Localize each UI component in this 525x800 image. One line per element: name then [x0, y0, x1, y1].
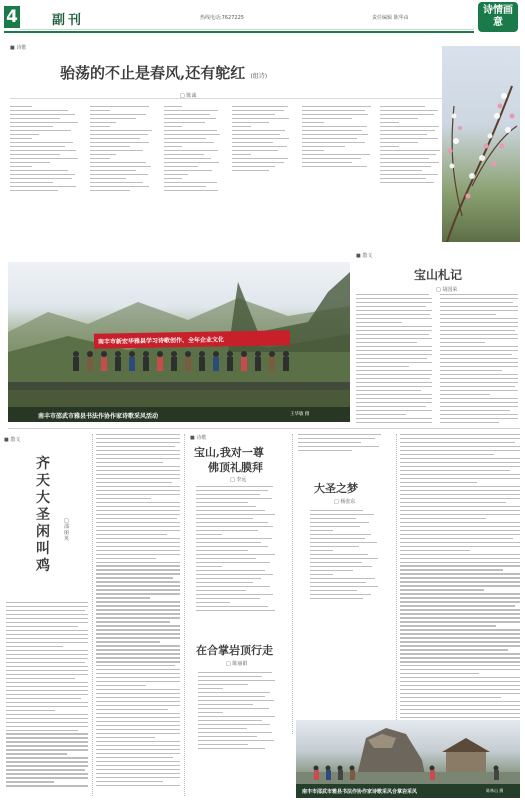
group-people [68, 348, 298, 378]
bottom-photo-caption: 南丰市邵武市雅县书法作协作家诗歌采风合掌岩采风 [302, 789, 418, 795]
header-hotline: 热线电话:7627225 [200, 15, 244, 21]
poem-lines [196, 486, 282, 614]
article-author: □ 陈诚 [180, 93, 197, 99]
poem-lines [198, 672, 282, 752]
right-prose-article [356, 246, 520, 431]
article-kicker: ■ 诗歌 [190, 435, 207, 441]
poem-column-3 [164, 106, 224, 194]
article-title-text: 骀荡的不止是春风,还有鸵红 [60, 64, 246, 82]
article-title-line1: 宝山,我对一尊 [194, 446, 264, 459]
plum-blossom-illustration [442, 46, 520, 242]
article-title: 在合掌岩顶行走 [196, 644, 273, 657]
article-title: 大圣之梦 [314, 482, 358, 495]
section-divider [8, 428, 520, 429]
article-author: □ 李远 [230, 477, 247, 483]
article-author: □ 陈丽娟 [226, 661, 248, 667]
header-rule [4, 31, 474, 33]
photo-credit: 王华敏 摄 [290, 412, 310, 417]
poem-column-5 [302, 106, 374, 170]
column-rule [184, 434, 185, 796]
vertical-title: 齐天大圣闲叫鸡 [36, 456, 50, 574]
column-rule [92, 434, 93, 796]
prose-column-right [400, 434, 520, 725]
bottom-caption-bar [296, 784, 520, 798]
section-name: 副刊 [52, 13, 85, 28]
group-photo [8, 262, 350, 422]
column-rule [292, 434, 293, 734]
poem-column-2 [90, 106, 156, 194]
header-editor: 责任编辑 陈华由 [372, 15, 409, 21]
article-kicker: ■ 散文 [356, 253, 373, 259]
logo-text: 诗情画意 [483, 5, 513, 28]
prose-column [6, 602, 88, 789]
poem-column-6 [380, 106, 444, 186]
prose-column-2 [440, 294, 518, 425]
poem-lines-top [298, 434, 388, 454]
center-poem-article-2 [188, 636, 288, 766]
prose-column-continued [96, 434, 180, 789]
photo-caption-bar [8, 407, 350, 422]
article-author: □ 杨张东 [334, 499, 356, 505]
poem-column-4 [232, 106, 294, 174]
bottom-photo-credit: 陈林山 摄 [486, 788, 504, 793]
page-number-badge: 4 [4, 6, 20, 28]
section-logo [478, 2, 518, 32]
title-underline [10, 98, 510, 99]
center-poem-article [188, 434, 288, 634]
prose-column-1 [356, 294, 432, 425]
banner-text: 南丰市新宏华雅县学习诗歌创作、全年企业文化 [97, 336, 225, 346]
article-subtitle: (组诗) [250, 73, 268, 80]
page-header [0, 0, 525, 34]
article-author: □ 胡国荣 [436, 287, 458, 293]
article-kicker: ■ 散文 [4, 437, 21, 443]
article-kicker: ■ 诗歌 [10, 45, 27, 51]
column-rule [396, 434, 397, 734]
right-poem-article [296, 434, 392, 644]
article-title: 宝山札记 [414, 268, 463, 282]
poem-lines [310, 510, 386, 602]
article-title [60, 62, 267, 83]
poem-column-1 [10, 106, 82, 194]
article-author: □ 邵丽英 [64, 518, 70, 542]
plum-blossom-photo [442, 46, 520, 242]
photo-caption: 南丰市邵武市雅县书法作协作家诗歌采风活动 [38, 413, 159, 420]
article-title-line2: 佛顶礼膜拜 [208, 461, 263, 474]
left-vertical-article [4, 432, 90, 798]
header-rule-thin [20, 29, 474, 30]
